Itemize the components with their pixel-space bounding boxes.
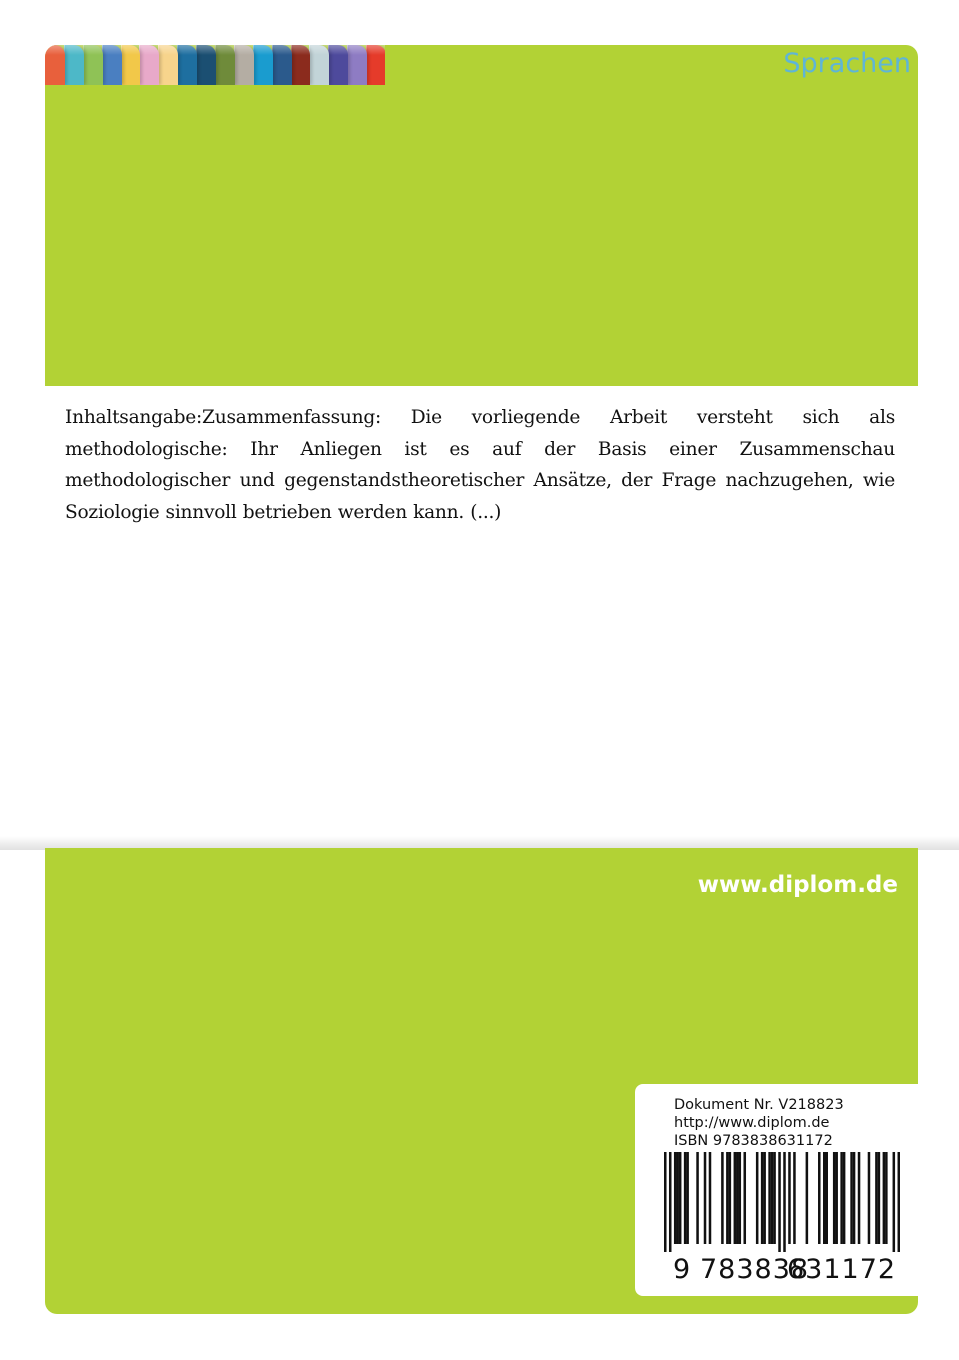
barcode-bar xyxy=(734,1152,737,1244)
barcode-bar xyxy=(771,1152,774,1244)
barcode-bar xyxy=(883,1152,886,1244)
barcode-bar xyxy=(818,1152,821,1244)
color-stripe xyxy=(309,45,329,85)
barcode-bar xyxy=(773,1152,776,1244)
barcode-bar xyxy=(684,1152,687,1244)
barcode-bar xyxy=(868,1152,871,1244)
barcode-bar xyxy=(825,1152,828,1244)
barcode-bar xyxy=(704,1152,707,1244)
barcode-bar xyxy=(739,1152,742,1244)
abstract-text: Inhaltsangabe:Zusammenfassung: Die vorliegende Arbeit versteht sich als methodologische: Ihr Anliegen ist es auf der Basis einer Zusammenschau methodologischer und gegenstandstheoretischer Ansätze, der Frage nachzugehen, wie Soziologie sinnvoll betrieben werden kann. (...) xyxy=(65,407,895,523)
barcode-bar xyxy=(793,1152,796,1244)
barcode-bar xyxy=(679,1152,682,1244)
barcode-bar xyxy=(674,1152,677,1244)
isbn-first-digit: 9 xyxy=(673,1254,692,1285)
barcode-bar xyxy=(664,1152,667,1252)
color-stripe xyxy=(102,45,122,85)
barcode-bar xyxy=(763,1152,766,1244)
barcode-bar xyxy=(788,1152,791,1244)
barcode-bar xyxy=(833,1152,836,1244)
barcode-bar xyxy=(823,1152,826,1244)
document-url: http://www.diplom.de xyxy=(674,1115,830,1131)
isbn-digits-group-2: 631172 xyxy=(787,1254,897,1285)
barcode-bar xyxy=(853,1152,856,1244)
publisher-url: www.diplom.de xyxy=(697,872,898,898)
color-stripe xyxy=(215,45,235,85)
barcode-bar xyxy=(835,1152,838,1244)
barcode-bar xyxy=(843,1152,846,1244)
barcode-bar xyxy=(806,1152,809,1244)
color-stripe xyxy=(272,45,292,85)
barcode-bar xyxy=(761,1152,764,1244)
barcode-bar xyxy=(756,1152,759,1244)
color-stripes xyxy=(45,45,385,85)
color-stripe xyxy=(291,45,311,85)
barcode-bar xyxy=(736,1152,739,1244)
color-stripe xyxy=(366,45,385,85)
color-stripe xyxy=(83,45,103,85)
barcode-bar xyxy=(898,1152,900,1252)
color-stripe xyxy=(196,45,216,85)
cover-top-panel xyxy=(45,45,918,386)
barcode-bar xyxy=(721,1152,724,1244)
barcode-bar xyxy=(729,1152,732,1244)
barcode-bar xyxy=(840,1152,843,1244)
barcode xyxy=(664,1152,900,1252)
barcode-bar xyxy=(885,1152,888,1244)
barcode-bar xyxy=(768,1152,771,1244)
color-stripe xyxy=(121,45,141,85)
color-stripe xyxy=(234,45,254,85)
isbn-digits-group-1: 783838 xyxy=(700,1254,810,1285)
barcode-bar xyxy=(686,1152,689,1244)
color-stripe xyxy=(328,45,348,85)
color-stripe xyxy=(64,45,84,85)
document-number: Dokument Nr. V218823 xyxy=(674,1097,844,1113)
barcode-bar xyxy=(778,1152,781,1252)
barcode-bar xyxy=(878,1152,881,1244)
barcode-bar xyxy=(676,1152,679,1244)
barcode-bar xyxy=(893,1152,896,1252)
color-stripe xyxy=(158,45,178,85)
barcode-bar xyxy=(850,1152,853,1244)
barcode-bar xyxy=(743,1152,746,1244)
color-stripe xyxy=(177,45,197,85)
barcode-bar xyxy=(669,1152,672,1252)
barcode-bar xyxy=(726,1152,729,1244)
color-stripe xyxy=(253,45,273,85)
color-stripe xyxy=(139,45,159,85)
color-stripe xyxy=(45,45,65,85)
barcode-bar xyxy=(709,1152,712,1244)
isbn-label: ISBN 9783838631172 xyxy=(674,1133,833,1149)
barcode-bar xyxy=(875,1152,878,1244)
barcode-bar xyxy=(858,1152,861,1244)
series-label: Sprachen xyxy=(783,48,911,79)
barcode-bar xyxy=(783,1152,786,1252)
barcode-bar xyxy=(696,1152,699,1244)
color-stripe xyxy=(347,45,367,85)
